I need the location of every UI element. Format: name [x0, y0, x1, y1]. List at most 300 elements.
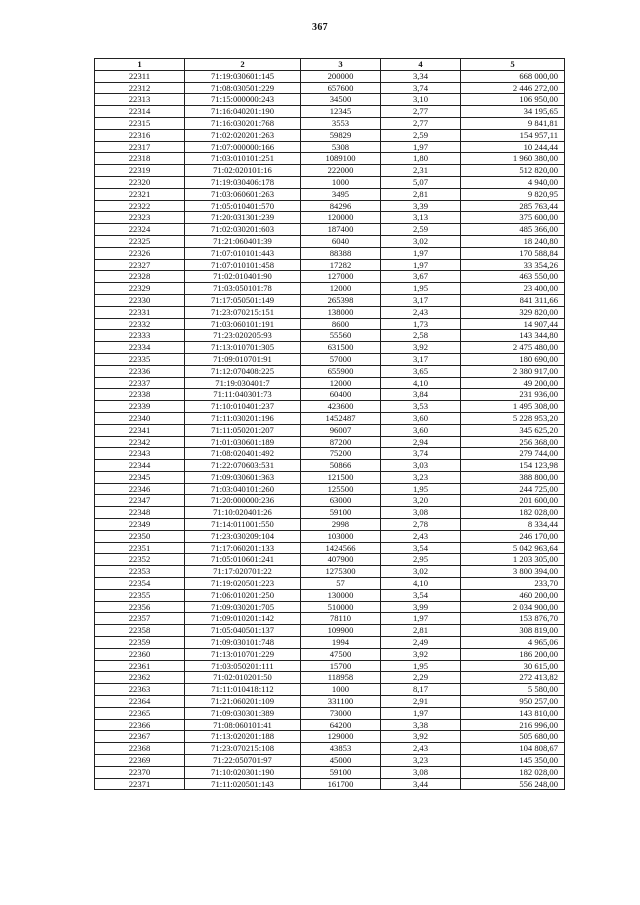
row-number-cell: 22323: [95, 212, 185, 224]
area-cell: 423600: [301, 401, 381, 413]
cadastral-number-cell: 71:11:050201:207: [185, 424, 301, 436]
table-row: [95, 176, 565, 188]
value-cell: 246 170,00: [461, 530, 565, 542]
table-row: [95, 507, 565, 519]
value-cell: 49 200,00: [461, 377, 565, 389]
row-number-cell: 22357: [95, 613, 185, 625]
area-cell: 88388: [301, 247, 381, 259]
table-row: [95, 224, 565, 236]
area-cell: 331100: [301, 696, 381, 708]
row-number-cell: 22328: [95, 271, 185, 283]
cadastral-number-cell: 71:08:020401:492: [185, 448, 301, 460]
rate-cell: 1,97: [381, 247, 461, 259]
rate-cell: 1,73: [381, 318, 461, 330]
area-cell: 12345: [301, 106, 381, 118]
cadastral-number-cell: 71:20:031301:239: [185, 212, 301, 224]
cadastral-number-cell: 71:17:020701:22: [185, 566, 301, 578]
table-row: [95, 294, 565, 306]
rate-cell: 3,39: [381, 200, 461, 212]
value-cell: 143 344,80: [461, 330, 565, 342]
rate-cell: 3,99: [381, 601, 461, 613]
value-cell: 5 228 953,20: [461, 412, 565, 424]
area-cell: 75200: [301, 448, 381, 460]
cadastral-number-cell: 71:13:020201:188: [185, 731, 301, 743]
row-number-cell: 22326: [95, 247, 185, 259]
cadastral-number-cell: 71:19:030601:145: [185, 70, 301, 82]
rate-cell: 2,43: [381, 530, 461, 542]
area-cell: 1452487: [301, 412, 381, 424]
rate-cell: 1,97: [381, 613, 461, 625]
cadastral-number-cell: 71:03:050201:111: [185, 660, 301, 672]
cadastral-number-cell: 71:09:010201:142: [185, 613, 301, 625]
area-cell: 43853: [301, 743, 381, 755]
area-cell: 73000: [301, 707, 381, 719]
value-cell: 34 195,65: [461, 106, 565, 118]
table-row: [95, 436, 565, 448]
cadastral-number-cell: 71:23:020205:93: [185, 330, 301, 342]
rate-cell: 2,59: [381, 129, 461, 141]
table-row: [95, 766, 565, 778]
cadastral-number-cell: 71:07:010101:458: [185, 259, 301, 271]
area-cell: 407900: [301, 554, 381, 566]
row-number-cell: 22358: [95, 625, 185, 637]
cadastral-number-cell: 71:12:070408:225: [185, 365, 301, 377]
cadastral-number-cell: 71:02:020101:16: [185, 165, 301, 177]
value-cell: 556 248,00: [461, 778, 565, 790]
rate-cell: 2,43: [381, 306, 461, 318]
row-number-cell: 22321: [95, 188, 185, 200]
table-row: [95, 460, 565, 472]
rate-cell: 3,23: [381, 471, 461, 483]
table-row: [95, 188, 565, 200]
cadastral-number-cell: 71:08:060101:41: [185, 719, 301, 731]
table-row: [95, 684, 565, 696]
table-row: [95, 625, 565, 637]
cadastral-number-cell: 71:15:000000:243: [185, 94, 301, 106]
column-header-3: 3: [301, 59, 381, 71]
area-cell: 1000: [301, 684, 381, 696]
area-cell: 55560: [301, 330, 381, 342]
row-number-cell: 22334: [95, 342, 185, 354]
area-cell: 1089100: [301, 153, 381, 165]
area-cell: 161700: [301, 778, 381, 790]
rate-cell: 2,77: [381, 117, 461, 129]
row-number-cell: 22344: [95, 460, 185, 472]
column-header-4: 4: [381, 59, 461, 71]
row-number-cell: 22367: [95, 731, 185, 743]
rate-cell: 2,91: [381, 696, 461, 708]
area-cell: 63000: [301, 495, 381, 507]
value-cell: 512 820,00: [461, 165, 565, 177]
value-cell: 18 240,80: [461, 235, 565, 247]
rate-cell: 4,10: [381, 578, 461, 590]
cadastral-number-cell: 71:03:010101:251: [185, 153, 301, 165]
area-cell: 84296: [301, 200, 381, 212]
value-cell: 8 334,44: [461, 519, 565, 531]
rate-cell: 5,07: [381, 176, 461, 188]
value-cell: 375 600,00: [461, 212, 565, 224]
value-cell: 463 550,00: [461, 271, 565, 283]
area-cell: 12000: [301, 283, 381, 295]
cadastral-number-cell: 71:02:020201:263: [185, 129, 301, 141]
row-number-cell: 22315: [95, 117, 185, 129]
area-cell: 118958: [301, 672, 381, 684]
value-cell: 388 800,00: [461, 471, 565, 483]
table-row: [95, 342, 565, 354]
row-number-cell: 22316: [95, 129, 185, 141]
table-row: [95, 495, 565, 507]
table-row: [95, 589, 565, 601]
cadastral-number-cell: 71:09:010701:91: [185, 353, 301, 365]
cadastral-number-cell: 71:09:030201:705: [185, 601, 301, 613]
row-number-cell: 22345: [95, 471, 185, 483]
cadastral-number-cell: 71:14:011001:550: [185, 519, 301, 531]
cadastral-number-cell: 71:16:030201:768: [185, 117, 301, 129]
rate-cell: 3,54: [381, 542, 461, 554]
value-cell: 106 950,00: [461, 94, 565, 106]
rate-cell: 3,92: [381, 731, 461, 743]
cadastral-number-cell: 71:13:010701:305: [185, 342, 301, 354]
row-number-cell: 22341: [95, 424, 185, 436]
area-cell: 510000: [301, 601, 381, 613]
table-row: [95, 353, 565, 365]
area-cell: 130000: [301, 589, 381, 601]
area-cell: 103000: [301, 530, 381, 542]
cadastral-number-cell: 71:20:000000:236: [185, 495, 301, 507]
table-row: [95, 778, 565, 790]
row-number-cell: 22366: [95, 719, 185, 731]
value-cell: 153 876,70: [461, 613, 565, 625]
rate-cell: 3,60: [381, 424, 461, 436]
table-row: [95, 424, 565, 436]
row-number-cell: 22353: [95, 566, 185, 578]
table-row: [95, 637, 565, 649]
row-number-cell: 22335: [95, 353, 185, 365]
cadastral-number-cell: 71:23:030209:104: [185, 530, 301, 542]
area-cell: 57000: [301, 353, 381, 365]
row-number-cell: 22365: [95, 707, 185, 719]
table-row: [95, 731, 565, 743]
row-number-cell: 22327: [95, 259, 185, 271]
cadastral-number-cell: 71:23:070215:108: [185, 743, 301, 755]
area-cell: 6040: [301, 235, 381, 247]
rate-cell: 3,54: [381, 589, 461, 601]
value-cell: 1 960 380,00: [461, 153, 565, 165]
row-number-cell: 22338: [95, 389, 185, 401]
rate-cell: 3,92: [381, 648, 461, 660]
table-row: [95, 271, 565, 283]
value-cell: 154 957,11: [461, 129, 565, 141]
table-row: [95, 365, 565, 377]
cadastral-number-cell: 71:10:020301:190: [185, 766, 301, 778]
table-row: [95, 613, 565, 625]
table-row: [95, 70, 565, 82]
value-cell: 2 034 900,00: [461, 601, 565, 613]
value-cell: 170 588,84: [461, 247, 565, 259]
value-cell: 154 123,98: [461, 460, 565, 472]
table-row: [95, 377, 565, 389]
table-row: [95, 719, 565, 731]
table-row: [95, 141, 565, 153]
rate-cell: 3,53: [381, 401, 461, 413]
value-cell: 1 495 308,00: [461, 401, 565, 413]
row-number-cell: 22369: [95, 755, 185, 767]
cadastral-number-cell: 71:19:030406:178: [185, 176, 301, 188]
cadastral-number-cell: 71:07:010101:443: [185, 247, 301, 259]
value-cell: 182 028,00: [461, 507, 565, 519]
cadastral-number-cell: 71:11:010418:112: [185, 684, 301, 696]
area-cell: 59100: [301, 766, 381, 778]
row-number-cell: 22336: [95, 365, 185, 377]
row-number-cell: 22325: [95, 235, 185, 247]
rate-cell: 2,31: [381, 165, 461, 177]
cadastral-number-cell: 71:11:030201:196: [185, 412, 301, 424]
area-cell: 50866: [301, 460, 381, 472]
cadastral-number-cell: 71:05:010601:241: [185, 554, 301, 566]
cadastral-number-cell: 71:16:040201:190: [185, 106, 301, 118]
value-cell: 329 820,00: [461, 306, 565, 318]
value-cell: 23 400,00: [461, 283, 565, 295]
area-cell: 96007: [301, 424, 381, 436]
row-number-cell: 22370: [95, 766, 185, 778]
value-cell: 104 808,67: [461, 743, 565, 755]
row-number-cell: 22330: [95, 294, 185, 306]
rate-cell: 1,95: [381, 283, 461, 295]
rate-cell: 3,60: [381, 412, 461, 424]
row-number-cell: 22361: [95, 660, 185, 672]
cadastral-number-cell: 71:09:030101:748: [185, 637, 301, 649]
rate-cell: 8,17: [381, 684, 461, 696]
value-cell: 30 615,00: [461, 660, 565, 672]
cadastral-number-cell: 71:21:060201:109: [185, 696, 301, 708]
rate-cell: 3,02: [381, 235, 461, 247]
area-cell: 657600: [301, 82, 381, 94]
value-cell: 180 690,00: [461, 353, 565, 365]
area-cell: 3495: [301, 188, 381, 200]
value-cell: 5 042 963,64: [461, 542, 565, 554]
value-cell: 285 763,44: [461, 200, 565, 212]
cadastral-number-cell: 71:19:030401:7: [185, 377, 301, 389]
row-number-cell: 22364: [95, 696, 185, 708]
area-cell: 87200: [301, 436, 381, 448]
rate-cell: 3,23: [381, 755, 461, 767]
rate-cell: 3,08: [381, 766, 461, 778]
area-cell: 1994: [301, 637, 381, 649]
table-row: [95, 247, 565, 259]
table-row: [95, 117, 565, 129]
value-cell: 14 907,44: [461, 318, 565, 330]
row-number-cell: 22362: [95, 672, 185, 684]
rate-cell: 3,44: [381, 778, 461, 790]
rate-cell: 1,80: [381, 153, 461, 165]
area-cell: 59829: [301, 129, 381, 141]
header-row: [95, 59, 565, 71]
value-cell: 345 625,20: [461, 424, 565, 436]
cadastral-number-cell: 71:19:020501:223: [185, 578, 301, 590]
value-cell: 33 354,26: [461, 259, 565, 271]
area-cell: 109900: [301, 625, 381, 637]
table-row: [95, 707, 565, 719]
table-row: [95, 165, 565, 177]
value-cell: 950 257,00: [461, 696, 565, 708]
area-cell: 1275300: [301, 566, 381, 578]
row-number-cell: 22332: [95, 318, 185, 330]
area-cell: 12000: [301, 377, 381, 389]
area-cell: 655900: [301, 365, 381, 377]
table-row: [95, 660, 565, 672]
cadastral-number-cell: 71:17:050501:149: [185, 294, 301, 306]
rate-cell: 3,17: [381, 294, 461, 306]
value-cell: 4 965,06: [461, 637, 565, 649]
value-cell: 143 810,00: [461, 707, 565, 719]
rate-cell: 2,29: [381, 672, 461, 684]
cadastral-number-cell: 71:08:030501:229: [185, 82, 301, 94]
cadastral-number-cell: 71:03:060601:263: [185, 188, 301, 200]
value-cell: 244 725,00: [461, 483, 565, 495]
value-cell: 841 311,66: [461, 294, 565, 306]
value-cell: 186 200,00: [461, 648, 565, 660]
rate-cell: 1,95: [381, 660, 461, 672]
rate-cell: 2,81: [381, 188, 461, 200]
area-cell: 47500: [301, 648, 381, 660]
row-number-cell: 22333: [95, 330, 185, 342]
value-cell: 2 380 917,00: [461, 365, 565, 377]
table-row: [95, 401, 565, 413]
page-number: 367: [312, 22, 328, 33]
value-cell: 256 368,00: [461, 436, 565, 448]
row-number-cell: 22337: [95, 377, 185, 389]
cadastral-number-cell: 71:11:040301:73: [185, 389, 301, 401]
cadastral-number-cell: 71:22:070603:531: [185, 460, 301, 472]
area-cell: 138000: [301, 306, 381, 318]
table-row: [95, 283, 565, 295]
row-number-cell: 22346: [95, 483, 185, 495]
value-cell: 308 819,00: [461, 625, 565, 637]
row-number-cell: 22322: [95, 200, 185, 212]
table-body: [95, 70, 565, 790]
area-cell: 60400: [301, 389, 381, 401]
value-cell: 9 841,81: [461, 117, 565, 129]
table-row: [95, 235, 565, 247]
rate-cell: 2,95: [381, 554, 461, 566]
column-header-2: 2: [185, 59, 301, 71]
rate-cell: 1,95: [381, 483, 461, 495]
table-row: [95, 153, 565, 165]
rate-cell: 3,03: [381, 460, 461, 472]
area-cell: 5308: [301, 141, 381, 153]
row-number-cell: 22356: [95, 601, 185, 613]
area-cell: 3553: [301, 117, 381, 129]
table-row: [95, 82, 565, 94]
table-row: [95, 519, 565, 531]
value-cell: 145 350,00: [461, 755, 565, 767]
rate-cell: 2,59: [381, 224, 461, 236]
cadastral-number-cell: 71:07:000000:166: [185, 141, 301, 153]
row-number-cell: 22360: [95, 648, 185, 660]
row-number-cell: 22311: [95, 70, 185, 82]
row-number-cell: 22313: [95, 94, 185, 106]
cadastral-number-cell: 71:10:010401:237: [185, 401, 301, 413]
value-cell: 233,70: [461, 578, 565, 590]
row-number-cell: 22340: [95, 412, 185, 424]
row-number-cell: 22343: [95, 448, 185, 460]
rate-cell: 3,13: [381, 212, 461, 224]
rate-cell: 2,94: [381, 436, 461, 448]
table-row: [95, 448, 565, 460]
rate-cell: 3,34: [381, 70, 461, 82]
area-cell: 127000: [301, 271, 381, 283]
cadastral-number-cell: 71:09:030601:363: [185, 471, 301, 483]
row-number-cell: 22342: [95, 436, 185, 448]
row-number-cell: 22347: [95, 495, 185, 507]
area-cell: 631500: [301, 342, 381, 354]
land-registry-table: [94, 58, 565, 790]
row-number-cell: 22354: [95, 578, 185, 590]
row-number-cell: 22350: [95, 530, 185, 542]
row-number-cell: 22329: [95, 283, 185, 295]
area-cell: 15700: [301, 660, 381, 672]
area-cell: 200000: [301, 70, 381, 82]
rate-cell: 3,08: [381, 507, 461, 519]
column-header-5: 5: [461, 59, 565, 71]
area-cell: 1000: [301, 176, 381, 188]
rate-cell: 3,67: [381, 271, 461, 283]
row-number-cell: 22349: [95, 519, 185, 531]
row-number-cell: 22320: [95, 176, 185, 188]
cadastral-number-cell: 71:01:030601:189: [185, 436, 301, 448]
rate-cell: 3,74: [381, 82, 461, 94]
rate-cell: 3,17: [381, 353, 461, 365]
value-cell: 10 244,44: [461, 141, 565, 153]
area-cell: 129000: [301, 731, 381, 743]
rate-cell: 2,78: [381, 519, 461, 531]
table-row: [95, 330, 565, 342]
rate-cell: 3,84: [381, 389, 461, 401]
value-cell: 505 680,00: [461, 731, 565, 743]
cadastral-number-cell: 71:03:050101:78: [185, 283, 301, 295]
column-header-1: 1: [95, 59, 185, 71]
cadastral-number-cell: 71:03:060101:191: [185, 318, 301, 330]
table-row: [95, 259, 565, 271]
cadastral-number-cell: 71:17:060201:133: [185, 542, 301, 554]
cadastral-number-cell: 71:02:010401:90: [185, 271, 301, 283]
table-row: [95, 389, 565, 401]
area-cell: 187400: [301, 224, 381, 236]
row-number-cell: 22324: [95, 224, 185, 236]
table-row: [95, 743, 565, 755]
area-cell: 120000: [301, 212, 381, 224]
cadastral-number-cell: 71:13:010701:229: [185, 648, 301, 660]
rate-cell: 3,74: [381, 448, 461, 460]
table-row: [95, 318, 565, 330]
cadastral-number-cell: 71:05:010401:570: [185, 200, 301, 212]
rate-cell: 1,97: [381, 259, 461, 271]
value-cell: 231 936,00: [461, 389, 565, 401]
cadastral-number-cell: 71:03:040101:260: [185, 483, 301, 495]
area-cell: 78110: [301, 613, 381, 625]
value-cell: 668 000,00: [461, 70, 565, 82]
area-cell: 265398: [301, 294, 381, 306]
table-row: [95, 601, 565, 613]
row-number-cell: 22314: [95, 106, 185, 118]
row-number-cell: 22351: [95, 542, 185, 554]
rate-cell: 3,92: [381, 342, 461, 354]
rate-cell: 3,38: [381, 719, 461, 731]
row-number-cell: 22352: [95, 554, 185, 566]
row-number-cell: 22331: [95, 306, 185, 318]
area-cell: 57: [301, 578, 381, 590]
area-cell: 8600: [301, 318, 381, 330]
